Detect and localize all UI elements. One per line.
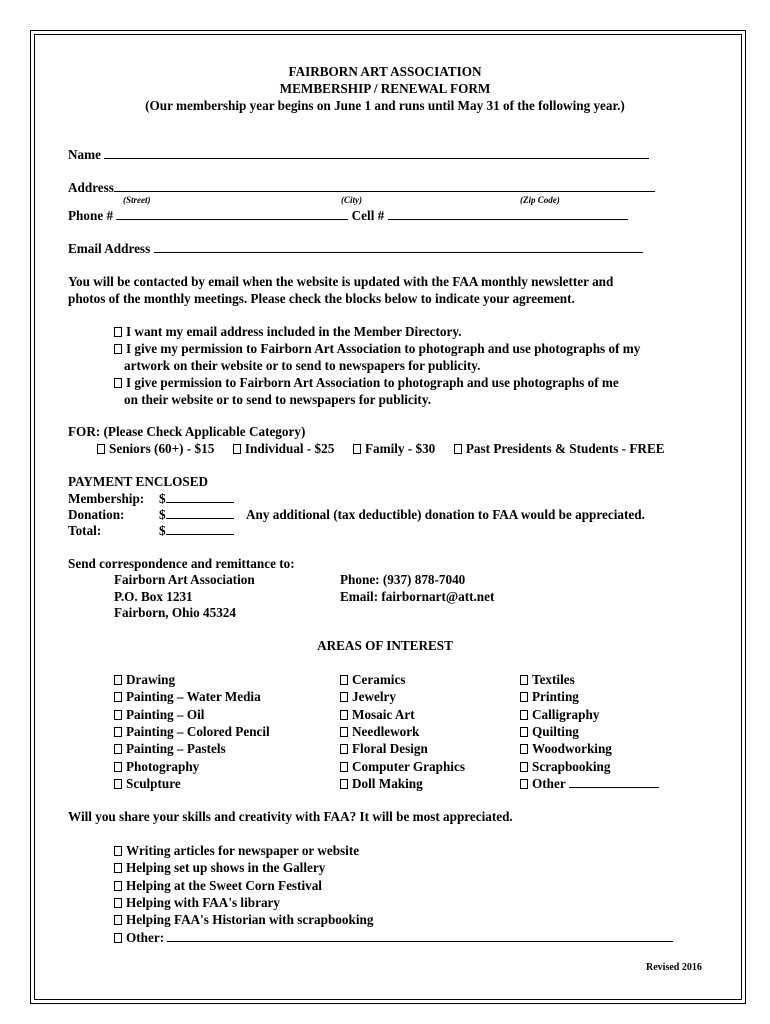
checkbox[interactable] [114,327,122,337]
correspondence-city: Fairborn, Ohio 45324 [114,605,236,620]
checkbox[interactable] [114,344,122,354]
checkbox[interactable] [340,779,348,789]
revised-note: Revised 2016 [646,962,702,973]
interest-painting-colored-pencil[interactable]: Painting – Colored Pencil [114,723,270,740]
payment-heading: PAYMENT ENCLOSED [68,474,209,489]
volunteer-library[interactable]: Helping with FAA's library [114,894,280,911]
checkbox[interactable] [340,710,348,720]
checkbox[interactable] [340,762,348,772]
city-label: (City) [341,195,362,205]
correspondence-org: Fairborn Art Association [114,572,255,587]
checkbox[interactable] [520,779,528,789]
address-field[interactable] [114,179,655,192]
volunteer-shows[interactable]: Helping set up shows in the Gallery [114,859,325,876]
interest-textiles[interactable]: Textiles [520,671,575,688]
interest-painting-oil[interactable]: Painting – Oil [114,706,204,723]
interest-scrapbooking[interactable]: Scrapbooking [520,758,610,775]
checkbox[interactable] [520,675,528,685]
checkbox[interactable] [114,915,122,925]
checkbox[interactable] [97,444,105,454]
total-amount-field[interactable] [166,522,234,535]
zip-label: (Zip Code) [520,195,560,205]
total-label: Total: [68,523,102,538]
form-title: MEMBERSHIP / RENEWAL FORM [279,81,491,96]
membership-amount-field[interactable] [166,490,234,503]
checkbox[interactable] [520,692,528,702]
interest-sculpture[interactable]: Sculpture [114,775,181,792]
checkbox[interactable] [114,727,122,737]
permission-artwork[interactable]: I give my permission to Fairborn Art Association to photograph and use photographs of my [114,340,640,357]
total-amount: $ [159,522,234,539]
interest-printing[interactable]: Printing [520,688,579,705]
checkbox[interactable] [520,727,528,737]
email-field[interactable] [154,240,643,253]
correspondence-email: Email: fairbornart@att.net [340,589,495,604]
volunteer-articles[interactable]: Writing articles for newspaper or website [114,842,359,859]
checkbox[interactable] [114,675,122,685]
email-label: Email Address [68,241,151,256]
category-past-presidents[interactable]: Past Presidents & Students - FREE [454,441,665,456]
donation-amount-field[interactable] [166,506,234,519]
cell-label: Cell # [351,208,385,223]
phone-field[interactable] [116,207,348,220]
correspondence-phone: Phone: (937) 878-7040 [340,572,466,587]
interest-other[interactable]: Other [520,775,659,792]
category-options [97,440,665,457]
category-family[interactable]: Family - $30 [353,441,435,456]
interest-woodworking[interactable]: Woodworking [520,740,612,757]
membership-label: Membership: [68,491,145,506]
street-label: (Street) [123,195,151,205]
phone-row [68,207,628,224]
category-seniors[interactable]: Seniors (60+) - $15 [97,441,214,456]
interest-doll-making[interactable]: Doll Making [340,775,423,792]
volunteer-other-field[interactable] [167,929,673,942]
correspondence-po-box: P.O. Box 1231 [114,589,193,604]
permission-photo[interactable]: I give permission to Fairborn Art Association to photograph and use photographs of me [114,374,619,391]
name-field[interactable] [104,146,649,159]
volunteer-other[interactable]: Other: [114,929,673,946]
correspondence-heading: Send correspondence and remittance to: [68,556,295,571]
interests-heading: AREAS OF INTEREST [317,638,453,653]
checkbox[interactable] [353,444,361,454]
name-row [68,146,649,163]
interest-ceramics[interactable]: Ceramics [340,671,405,688]
permission-directory[interactable]: I want my email address included in the Member Directory. [114,323,462,340]
checkbox[interactable] [520,762,528,772]
phone-label: Phone # [68,208,114,223]
checkbox[interactable] [114,846,122,856]
contact-note-line2: photos of the monthly meetings. Please check the blocks below to indicate your agreement. [68,291,575,306]
checkbox[interactable] [114,863,122,873]
volunteer-sweet-corn[interactable]: Helping at the Sweet Corn Festival [114,877,322,894]
interest-jewelry[interactable]: Jewelry [340,688,396,705]
interest-other-field[interactable] [569,775,659,788]
interest-floral-design[interactable]: Floral Design [340,740,428,757]
checkbox[interactable] [114,692,122,702]
checkbox[interactable] [520,744,528,754]
interest-painting-water-media[interactable]: Painting – Water Media [114,688,261,705]
interest-photography[interactable]: Photography [114,758,199,775]
org-title: FAIRBORN ART ASSOCIATION [288,64,482,79]
checkbox[interactable] [114,762,122,772]
membership-amount: $ [159,490,234,507]
checkbox[interactable] [114,933,122,943]
checkbox[interactable] [340,727,348,737]
address-row [68,179,655,196]
permission-photo-line2: on their website or to send to newspapers for publicity. [124,392,431,407]
interest-drawing[interactable]: Drawing [114,671,175,688]
interest-mosaic-art[interactable]: Mosaic Art [340,706,415,723]
checkbox[interactable] [114,744,122,754]
interest-quilting[interactable]: Quilting [520,723,579,740]
checkbox[interactable] [454,444,462,454]
checkbox[interactable] [340,692,348,702]
interest-calligraphy[interactable]: Calligraphy [520,706,599,723]
membership-year-note: (Our membership year begins on June 1 and runs until May 31 of the following year.) [145,98,625,113]
donation-amount: $ [159,506,234,523]
donation-note: Any additional (tax deductible) donation to FAA would be appreciated. [246,507,645,522]
interest-needlework[interactable]: Needlework [340,723,419,740]
address-label: Address [68,180,114,195]
name-label: Name [68,147,101,162]
checkbox[interactable] [233,444,241,454]
interest-computer-graphics[interactable]: Computer Graphics [340,758,465,775]
checkbox[interactable] [114,378,122,388]
checkbox[interactable] [520,710,528,720]
category-individual[interactable]: Individual - $25 [233,441,334,456]
checkbox[interactable] [114,710,122,720]
checkbox[interactable] [340,675,348,685]
checkbox[interactable] [340,744,348,754]
checkbox[interactable] [114,898,122,908]
volunteer-question: Will you share your skills and creativity with FAA? It will be most appreciated. [68,809,513,824]
category-heading: FOR: (Please Check Applicable Category) [68,424,306,439]
permission-artwork-line2: artwork on their website or to send to newspapers for publicity. [124,358,481,373]
checkbox[interactable] [114,779,122,789]
interest-painting-pastels[interactable]: Painting – Pastels [114,740,226,757]
email-row [68,240,643,257]
checkbox[interactable] [114,881,122,891]
volunteer-historian[interactable]: Helping FAA's Historian with scrapbooking [114,911,373,928]
contact-note-line1: You will be contacted by email when the website is updated with the FAA monthly newsletter and [68,274,614,289]
donation-label: Donation: [68,507,125,522]
cell-field[interactable] [388,207,628,220]
